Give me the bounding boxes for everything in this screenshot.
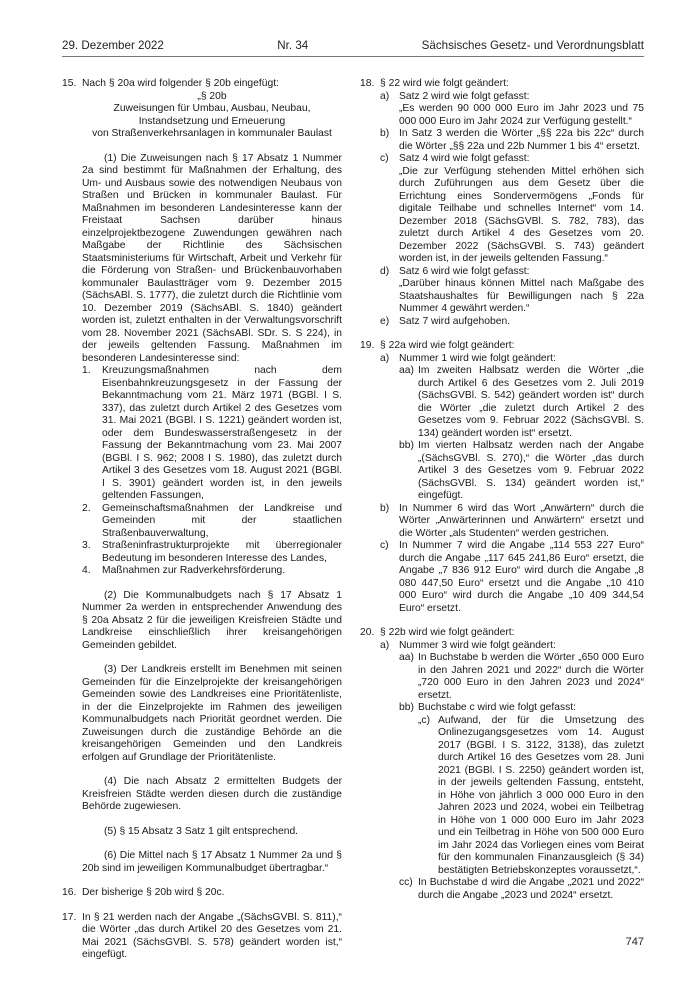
sub-sub-item	[399, 702, 644, 877]
list-item	[82, 565, 342, 578]
quoted-letter-item	[418, 715, 644, 878]
sub-text: Satz 4 wird wie folgt gefasst:	[399, 153, 530, 164]
item-number: 16.	[62, 887, 77, 898]
sub-label: a)	[380, 352, 390, 364]
list-item	[82, 365, 342, 503]
quoted-text: „Es werden 90 000 000 Euro im Jahr 2023 und 75 000 000 Euro im Jahr 2024 zur Verfügung gestellt.“	[399, 103, 644, 127]
sub-sub-item	[399, 440, 644, 503]
sub-item	[380, 266, 644, 316]
section-title-line: Zuweisungen für Umbau, Ausbau, Neubau,	[113, 103, 311, 114]
list-text: Kreuzungsmaßnahmen nach dem Eisenbahnkreuzungsgesetz in der Fassung der Bekanntmachung vom 21. März 1971 (BGBl. I S. 337), das zuletzt durch Artikel 2 des Gesetzes vom 31. Mai 2021 (BGBl. I S. 1221) geändert worden ist, oder dem Bundeswasserstraßengesetz in der Fassung der Bekanntmachung vom 23. Mai 2007 (BGBl. I S. 962; 2008 I S. 1980), das zuletzt durch Artikel 3 des Gesetzes vom 18. August 2021 (BGBl. I S. 3901) geändert worden ist, in den jeweils geltenden Fassungen,	[102, 365, 342, 501]
list-item	[82, 503, 342, 541]
amendment-intro: § 22b wird wie folgt geändert:	[380, 627, 515, 638]
sub-label: a)	[380, 90, 390, 102]
sub-sub-label: bb)	[399, 702, 414, 713]
section-title-line: von Straßenverkehrsanlagen in kommunaler Baulast	[92, 128, 332, 139]
sub-sub-text: In Buchstabe b werden die Wörter „650 000 Euro in den Jahren 2021 und 2022“ durch die Wörter „720 000 Euro in den Jahren 2023 und 2024“ ersetzt.	[418, 652, 644, 701]
list-number: 2.	[82, 502, 91, 514]
sub-item	[380, 640, 644, 903]
item-number: 15.	[62, 78, 77, 89]
paragraph-2: (2) Die Kommunalbudgets nach § 17 Absatz 1 Nummer 2a werden in entsprechender Anwendung des § 20a Absatz 2 für die jeweiligen Kreisfreien Städte und Landkreise einschließlich ihrer kreisangehörigen Gemeinden gebildet.	[82, 589, 342, 651]
sub-sub-text: Im zweiten Halbsatz werden die Wörter „die durch Artikel 6 des Gesetzes vom 2. Juli 2019 (SächsGVBl. S. 542) geändert worden ist“ durch die Wörter „die zuletzt durch Artikel 2 des Gesetzes vom 9. Februar 2022 (SächsGVBl. S. 134) geändert worden ist“ ersetzt.	[418, 365, 644, 439]
sub-item	[380, 153, 644, 266]
quoted-text: „Die zur Verfügung stehenden Mittel erhöhen sich durch Zuführungen aus dem Gesetz über die Errichtung eines Sondervermögens „Fonds für digitale Teilhabe und schnelles Internet“ vom 14. Dezember 2018 (SächsGVBl. S. 782, 783), das zuletzt durch Artikel 4 des Gesetzes vom 20. Dezember 2022 (SächsGVBl. S. 743) geändert worden ist, in der jeweils geltenden Fassung.“	[399, 165, 644, 264]
sub-label: c)	[380, 540, 389, 551]
sub-sub-item	[399, 877, 644, 902]
header-divider	[62, 56, 644, 57]
sub-label: a)	[380, 639, 390, 651]
header-date: 29. Dezember 2022	[62, 38, 164, 52]
header-issue: Nr. 34	[277, 38, 309, 52]
sub-label: b)	[380, 128, 390, 139]
running-header	[62, 36, 644, 54]
amendment-text: Der bisherige § 20b wird § 20c.	[82, 887, 225, 898]
sub-sub-text: Im vierten Halbsatz werden nach der Angabe „(SächsGVBl. S. 270),“ die Wörter „das durch Artikel 3 des Gesetzes vom 9. Februar 2022 (SächsGVBl. S. 134) geändert worden ist,“ eingefügt.	[418, 440, 644, 501]
amendment-intro: Nach § 20a wird folgender § 20b eingefügt:	[82, 78, 279, 89]
sub-sub-text: Buchstabe c wird wie folgt gefasst:	[418, 702, 576, 713]
item-number: 19.	[360, 340, 375, 351]
sub-sub-text: In Buchstabe d wird die Angabe „2021 und 2022“ durch die Angabe „2023 und 2024“ ersetzt.	[418, 877, 644, 901]
amendment-17	[62, 912, 342, 962]
amendment-intro: § 22 wird wie folgt geändert:	[380, 78, 509, 89]
sub-item	[380, 540, 644, 615]
amendment-16	[62, 887, 342, 900]
list-text: Maßnahmen zur Radverkehrsförderung.	[102, 565, 286, 576]
list-item	[82, 540, 342, 565]
quoted-text: „Darüber hinaus können Mittel nach Maßgabe des Staatshaushaltes für Bewilligungen nach § 22a Nummer 4 gewährt werden.“	[399, 278, 644, 314]
sub-item	[380, 503, 644, 541]
sub-text: In Nummer 7 wird die Angabe „114 553 227 Euro“ durch die Angabe „117 645 241,86 Euro“ ersetzt, die Angabe „7 836 912 Euro“ wird durch die Angabe „8 080 447,50 Euro“ ersetzt und die Angabe „10 410 000 Euro“ wird durch die Angabe „10 409 344,54 Euro“ ersetzt.	[399, 540, 644, 614]
section-title-line: Instandsetzung und Erneuerung	[138, 115, 286, 127]
amendment-18	[360, 78, 644, 328]
paragraph-5: (5) § 15 Absatz 3 Satz 1 gilt entsprechend.	[104, 825, 299, 837]
sub-sub-item	[399, 652, 644, 702]
sub-text: Satz 6 wird wie folgt gefasst:	[399, 265, 530, 277]
sub-item	[380, 128, 644, 153]
sub-sub-label: cc)	[399, 877, 413, 888]
item-number: 18.	[360, 78, 375, 89]
sub-text: Nummer 1 wird wie folgt geändert:	[399, 352, 556, 364]
sub-text: Nummer 3 wird wie folgt geändert:	[399, 639, 556, 651]
left-column	[62, 78, 342, 974]
amendment-19	[360, 340, 644, 615]
sub-label: b)	[380, 502, 390, 514]
item-number: 17.	[62, 911, 77, 923]
sub-text: Satz 7 wird aufgehoben.	[399, 315, 511, 327]
header-publication: Sächsisches Gesetz- und Verordnungsblatt	[421, 38, 644, 52]
quoted-letter-text: Aufwand, der für die Umsetzung des Onlinezugangsgesetzes vom 14. August 2017 (BGBl. I S. 3122, 3138), das zuletzt durch Artikel 16 des Gesetzes vom 28. Juni 2021 (BGBl. I S. 2250) geändert worden ist, in der jeweils geltenden Fassung, entsteht, in Höhe von jährlich 3 000 000 Euro in den Jahren 2023 und 2024, wobei ein Teilbetrag in Höhe von 1 000 000 Euro im Jahr 2023 und ein Teilbetrag in Höhe von 500 000 Euro im Jahr 2024 das Vorliegen eines vom Beirat für den kommunalen Finanzausgleich (§ 34) bestätigten Betriebskonzeptes voraussetzt,“.	[438, 714, 644, 876]
paragraph-1: (1) Die Zuweisungen nach § 17 Absatz 1 Nummer 2a sind bestimmt für Maßnahmen der Erhaltung, des Um- und Ausbaus sowie des notwendigen Neubaus von Straßen und Brücken in kommunaler Baulast. Für Maßnahmen im besonderen Landesinteresse kann der Freistaat Sachsen darüber hinaus einzelprojektbezogene Zuwendungen gewähren nach Maßgabe der Richtlinie des Sächsischen Staatsministeriums für Wirtschaft, Arbeit und Verkehr für die Förderung von Straßen- und Brückenbauvorhaben kommunaler Baulastträger vom 9. Dezember 2015 (SächsABl. S. 1777), die zuletzt durch die Richtlinie vom 10. Dezember 2019 (SächsABl. S. 1840) geändert worden ist, zuletzt enthalten in der Verwaltungsvorschrift vom 28. November 2021 (SächsABl. SDr. S. S 224), in der jeweils geltenden Fassung. Maßnahmen im besonderen Landesinteresse sind:	[82, 152, 342, 364]
sub-text: In Nummer 6 wird das Wort „Anwärtern“ durch die Wörter „Anwärterinnen und Anwärtern“ ersetzt und die Wörter „als Studenten“ werden gestrichen.	[399, 502, 644, 539]
sub-item	[380, 91, 644, 129]
amendment-15	[62, 78, 342, 875]
list-number: 1.	[82, 365, 91, 376]
sub-sub-label: bb)	[399, 440, 414, 451]
sub-label: e)	[380, 315, 390, 327]
paragraph-4: (4) Die nach Absatz 2 ermittelten Budgets der Kreisfreien Städte werden diesen durch die zuständige Behörde zugewiesen.	[82, 776, 342, 812]
sub-sub-label: aa)	[399, 365, 414, 376]
item-number: 20.	[360, 627, 375, 638]
sub-sub-label: aa)	[399, 652, 414, 663]
paragraph-3: (3) Der Landkreis erstellt im Benehmen mit seinen Gemeinden für die Einzelprojekte der kreisangehörigen Gemeinden sowie des Landkreises eine Prioritätenliste, in der die Einzelprojekte im Rahmen des jeweiligen Kommunalbudgets nach Priorität geordnet werden. Die Zuweisungen durch die zuständige Behörde an die kreisangehörigen Gemeinden und den Landkreis erfolgen auf Grundlage der Prioritätenliste.	[82, 664, 342, 763]
sub-item	[380, 353, 644, 503]
amendment-text: In § 21 werden nach der Angabe „(SächsGVBl. S. 811),“ die Wörter „das durch Artikel 20 des Gesetzes vom 21. Mai 2021 (SächsGVBl. S. 578) geändert worden ist,“ eingefügt.	[82, 911, 342, 960]
list-number: 3.	[82, 540, 91, 551]
amendment-20	[360, 627, 644, 902]
sub-sub-item	[399, 365, 644, 440]
sub-label: d)	[380, 265, 390, 277]
list-number: 4.	[82, 565, 91, 576]
sub-text: In Satz 3 werden die Wörter „§§ 22a bis 22c“ durch die Wörter „§§ 22a und 22b Nummer 1 bis 4“ ersetzt.	[399, 128, 644, 152]
list-text: Straßeninfrastrukturprojekte mit überregionaler Bedeutung im besonderen Interesse des Landes,	[102, 540, 342, 564]
sub-text: Satz 2 wird wie folgt gefasst:	[399, 90, 530, 102]
sub-item	[380, 316, 644, 329]
sub-label: c)	[380, 153, 389, 164]
list-text: Gemeinschaftsmaßnahmen der Landkreise und Gemeinden mit der staatlichen Straßenbauverwaltung,	[102, 502, 342, 539]
page-number: 747	[625, 936, 644, 948]
amendment-intro: § 22a wird wie folgt geändert:	[380, 340, 515, 351]
paragraph-6: (6) Die Mittel nach § 17 Absatz 1 Nummer 2a und § 20b sind im jeweiligen Kommunalbudget übertragbar.“	[82, 850, 342, 874]
quoted-letter-label: „c)	[418, 714, 431, 726]
right-column	[360, 78, 644, 914]
section-heading: „§ 20b	[197, 90, 227, 102]
